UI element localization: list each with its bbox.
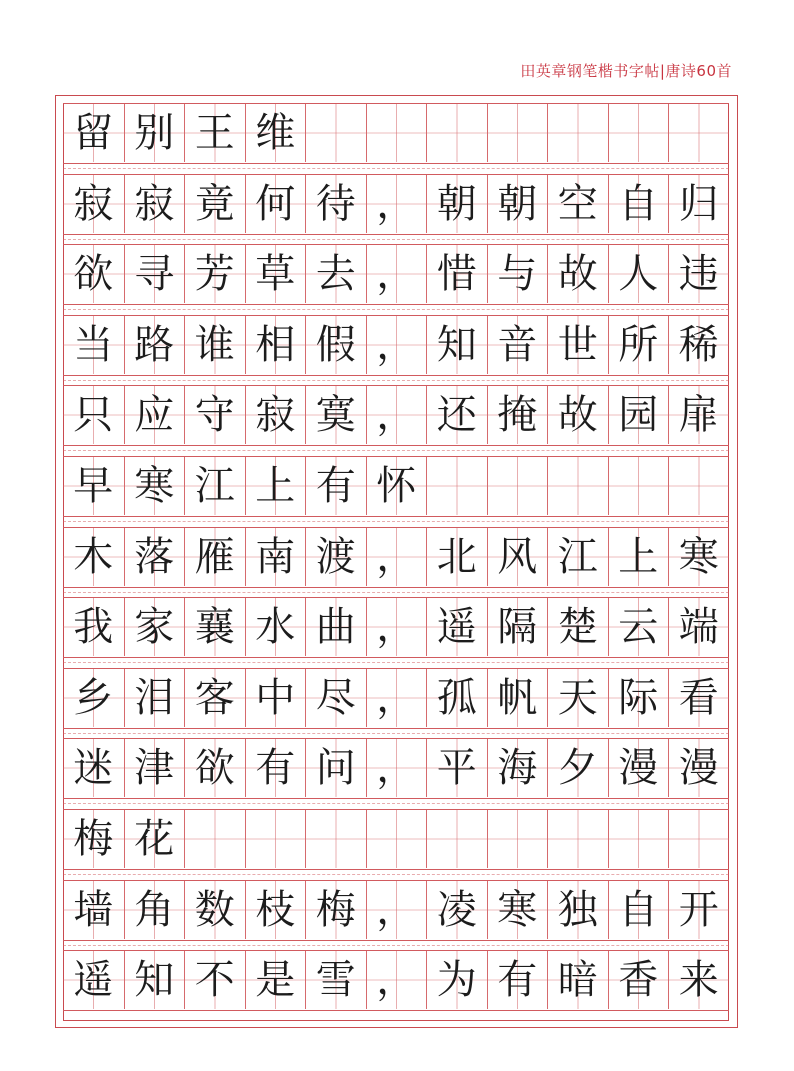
grid-cell: 独	[547, 881, 608, 939]
grid-cell: 上	[245, 457, 306, 515]
grid-cell: 帆	[487, 669, 548, 727]
grid-cell: 故	[547, 386, 608, 444]
grid-cell: 寂	[245, 386, 306, 444]
grid-cell: 寒	[668, 528, 729, 586]
grid-cell: 来	[668, 951, 729, 1009]
grid-cell: 还	[426, 386, 487, 444]
grid-cell: 角	[124, 881, 185, 939]
row-gap-line	[63, 945, 729, 946]
row-gap-line	[63, 380, 729, 381]
row-gap-line	[63, 521, 729, 522]
grid-cell: 上	[608, 528, 669, 586]
grid-cell	[668, 457, 729, 515]
grid-cell: 寂	[124, 175, 185, 233]
grid-cell	[245, 810, 306, 868]
grid-cell: ，	[366, 316, 427, 374]
grid-cell: 客	[184, 669, 245, 727]
grid-cell: 空	[547, 175, 608, 233]
grid-cell: 津	[124, 739, 185, 797]
grid-row	[63, 103, 729, 164]
grid-row	[63, 809, 729, 870]
grid-cell	[487, 457, 548, 515]
grid-cell: 漫	[608, 739, 669, 797]
grid-cell: 泪	[124, 669, 185, 727]
grid-cell: 江	[184, 457, 245, 515]
grid-cell: 归	[668, 175, 729, 233]
grid-cell: 欲	[63, 245, 124, 303]
grid-cell: 违	[668, 245, 729, 303]
grid-cell: 为	[426, 951, 487, 1009]
grid-cell: 知	[426, 316, 487, 374]
grid-cell: 开	[668, 881, 729, 939]
grid-cell: 漫	[668, 739, 729, 797]
grid-cell	[547, 104, 608, 162]
grid-cell: 有	[487, 951, 548, 1009]
grid-cell: 天	[547, 669, 608, 727]
grid-cell	[608, 104, 669, 162]
grid-cell	[305, 104, 366, 162]
grid-cell: 寞	[305, 386, 366, 444]
grid-cell: 朝	[487, 175, 548, 233]
grid-cell: 掩	[487, 386, 548, 444]
grid-cell: 守	[184, 386, 245, 444]
grid-cell	[668, 104, 729, 162]
grid-cell: 曲	[305, 598, 366, 656]
grid-cell: 我	[63, 598, 124, 656]
grid-cell: 有	[245, 739, 306, 797]
row-gap-line	[63, 450, 729, 451]
grid-cell	[547, 810, 608, 868]
grid-row	[63, 527, 729, 588]
grid-cell	[608, 810, 669, 868]
grid-row	[63, 244, 729, 305]
grid-cell: ，	[366, 528, 427, 586]
grid-cell	[366, 104, 427, 162]
grid-cell: 云	[608, 598, 669, 656]
grid-row	[63, 174, 729, 235]
grid-cell: 梅	[63, 810, 124, 868]
grid-cell: 寒	[487, 881, 548, 939]
grid-cell: 中	[245, 669, 306, 727]
grid-cell	[547, 457, 608, 515]
grid-cell: 迷	[63, 739, 124, 797]
grid-row	[63, 880, 729, 941]
grid-cell: 木	[63, 528, 124, 586]
grid-cell: 风	[487, 528, 548, 586]
grid-cell: 所	[608, 316, 669, 374]
row-gap-line	[63, 239, 729, 240]
grid-cell: 世	[547, 316, 608, 374]
grid-row	[63, 738, 729, 799]
grid-cell	[608, 457, 669, 515]
grid-cell: ，	[366, 598, 427, 656]
grid-cell: 凌	[426, 881, 487, 939]
grid-cell: ，	[366, 669, 427, 727]
grid-cell: 香	[608, 951, 669, 1009]
grid-cell: 乡	[63, 669, 124, 727]
grid-cell: 路	[124, 316, 185, 374]
grid-cell: 人	[608, 245, 669, 303]
grid-row	[63, 950, 729, 1011]
grid-cell: 平	[426, 739, 487, 797]
row-gap-line	[63, 733, 729, 734]
grid-cell: 自	[608, 881, 669, 939]
grid-row	[63, 385, 729, 446]
grid-cell: 尽	[305, 669, 366, 727]
page-header-title: 田英章钢笔楷书字帖|唐诗60首	[520, 62, 732, 80]
grid-cell	[487, 104, 548, 162]
row-gap-line	[63, 803, 729, 804]
grid-cell: 王	[184, 104, 245, 162]
grid-cell: 问	[305, 739, 366, 797]
grid-cell: ，	[366, 881, 427, 939]
grid-cell: 园	[608, 386, 669, 444]
grid-cell	[366, 810, 427, 868]
grid-cell: 端	[668, 598, 729, 656]
grid-cell: 草	[245, 245, 306, 303]
grid-cell: 孤	[426, 669, 487, 727]
grid-cell: 稀	[668, 316, 729, 374]
grid-cell: 落	[124, 528, 185, 586]
grid-cell	[184, 810, 245, 868]
grid-cell: 夕	[547, 739, 608, 797]
grid-cell	[426, 457, 487, 515]
grid-cell: ，	[366, 245, 427, 303]
row-gap-line	[63, 168, 729, 169]
grid-cell: 家	[124, 598, 185, 656]
grid-cell: 水	[245, 598, 306, 656]
grid-cell: 遥	[63, 951, 124, 1009]
grid-cell: 襄	[184, 598, 245, 656]
grid-cell: 是	[245, 951, 306, 1009]
grid-cell: 留	[63, 104, 124, 162]
grid-cell: 与	[487, 245, 548, 303]
grid-cell: 早	[63, 457, 124, 515]
grid-cell: 数	[184, 881, 245, 939]
grid-cell: 楚	[547, 598, 608, 656]
grid-row	[63, 668, 729, 729]
grid-cell: 自	[608, 175, 669, 233]
grid-cell: 扉	[668, 386, 729, 444]
grid-cell	[305, 810, 366, 868]
grid-cell: 暗	[547, 951, 608, 1009]
grid-cell	[426, 810, 487, 868]
grid-cell: ，	[366, 386, 427, 444]
grid-cell: 渡	[305, 528, 366, 586]
grid-cell: 江	[547, 528, 608, 586]
grid-cell: 海	[487, 739, 548, 797]
grid-cell: 待	[305, 175, 366, 233]
grid-cell: 遥	[426, 598, 487, 656]
grid-cell: 假	[305, 316, 366, 374]
grid-cell: 雪	[305, 951, 366, 1009]
grid-cell	[426, 104, 487, 162]
grid-cell: 枝	[245, 881, 306, 939]
grid-cell: 故	[547, 245, 608, 303]
grid-cell: 有	[305, 457, 366, 515]
grid-cell: 寒	[124, 457, 185, 515]
grid-cell: 梅	[305, 881, 366, 939]
grid-cell: 北	[426, 528, 487, 586]
grid-cell: 别	[124, 104, 185, 162]
grid-cell: 音	[487, 316, 548, 374]
grid-cell: 知	[124, 951, 185, 1009]
grid-cell: 何	[245, 175, 306, 233]
grid-cell: 朝	[426, 175, 487, 233]
grid-row	[63, 315, 729, 376]
practice-grid	[63, 103, 729, 1021]
grid-cell: 寻	[124, 245, 185, 303]
grid-cell: 芳	[184, 245, 245, 303]
grid-cell: 竟	[184, 175, 245, 233]
grid-cell: ，	[366, 175, 427, 233]
grid-cell: 去	[305, 245, 366, 303]
row-gap-line	[63, 874, 729, 875]
grid-row	[63, 597, 729, 658]
grid-cell: 维	[245, 104, 306, 162]
grid-cell: 雁	[184, 528, 245, 586]
grid-cell: 当	[63, 316, 124, 374]
grid-cell	[487, 810, 548, 868]
grid-cell: ，	[366, 739, 427, 797]
row-gap-line	[63, 662, 729, 663]
grid-cell: 花	[124, 810, 185, 868]
grid-cell: 南	[245, 528, 306, 586]
grid-cell	[668, 810, 729, 868]
grid-cell: 惜	[426, 245, 487, 303]
grid-cell: 寂	[63, 175, 124, 233]
grid-cell: 欲	[184, 739, 245, 797]
grid-cell: 谁	[184, 316, 245, 374]
row-gap-line	[63, 592, 729, 593]
grid-cell: 际	[608, 669, 669, 727]
grid-cell: 只	[63, 386, 124, 444]
grid-cell: 不	[184, 951, 245, 1009]
grid-cell: 看	[668, 669, 729, 727]
grid-cell: 怀	[366, 457, 427, 515]
grid-cell: 隔	[487, 598, 548, 656]
grid-cell: ，	[366, 951, 427, 1009]
grid-cell: 相	[245, 316, 306, 374]
grid-cell: 应	[124, 386, 185, 444]
grid-row	[63, 456, 729, 517]
grid-cell: 墙	[63, 881, 124, 939]
row-gap-line	[63, 309, 729, 310]
